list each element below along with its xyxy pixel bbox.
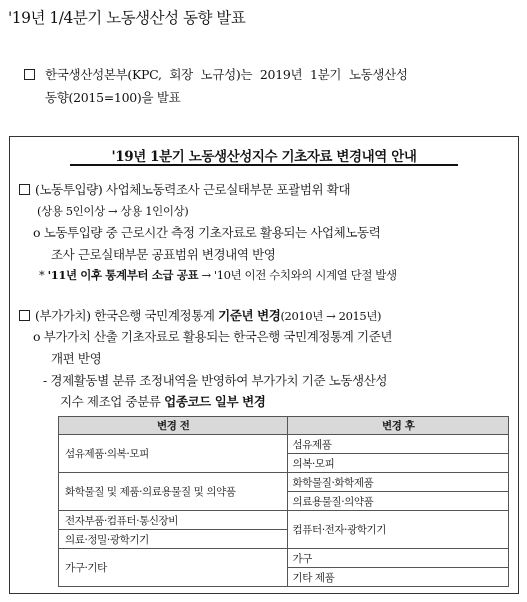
notice-box [9,136,519,594]
cell-before: 화학물질 및 제품·의료용물질 및 의약품 [59,473,288,511]
cell-before: 가구·기타 [59,549,288,587]
intro-paragraph [24,63,514,109]
section1-note [39,267,397,283]
dash-line2-prefix: 지수 제조업 중분류 [60,394,161,409]
note-bold: '11년 이후 통계부터 소급 공표 [47,268,199,282]
square-bullet-icon [24,69,35,80]
table-header-row [59,417,509,435]
section2-heading-text: (부가가치) 한국은행 국민계정통계 [35,308,215,323]
cell-after: 컴퓨터·전자·광학기기 [288,511,509,549]
cell-before: 전자부품·컴퓨터·통신장비 [59,511,288,530]
cell-before: 의료·정밀·광학기기 [59,530,288,549]
cell-after: 의료용물질·의약품 [288,492,509,511]
section2-bullet-line2: 개편 반영 [51,351,102,366]
section2-dash-line1: - 경제활동별 분류 조정내역을 반영하여 부가가치 기준 노동생산성 [43,373,388,388]
cell-after: 의복·모피 [288,454,509,473]
section2-dash-line2 [60,392,265,410]
section1-heading [19,180,350,198]
notice-title: '19년 1분기 노동생산성지수 기초자료 변경내역 안내 [111,149,417,165]
section1-sub: (상용 5인이상 → 상용 1인이상) [37,204,189,218]
section2-heading [19,306,381,324]
table-row [59,549,509,568]
cell-after: 가구 [288,549,509,568]
note-star: * [39,268,45,282]
industry-code-change-table [58,416,509,587]
section1-bullet-line1: o 노동투입량 중 근로시간 측정 기초자료로 활용되는 사업체노동력 [33,225,381,240]
section2-heading-tail: (2010년 → 2015년) [280,309,382,323]
section2-heading-bold: 기준년 변경 [218,308,281,323]
intro-line-1 [24,63,514,86]
header-before: 변경 전 [59,417,288,435]
table-row [59,511,509,530]
notice-title-underline [70,164,458,166]
square-bullet-icon [19,310,30,321]
table-row [59,473,509,492]
section2-bullet-line1: o 부가가치 산출 기초자료로 활용되는 한국은행 국민계정통계 기준년 [33,329,393,344]
cell-after: 기타 제품 [288,568,509,587]
header-after: 변경 후 [288,417,509,435]
note-rest: → '10년 이전 수치와의 시계열 단절 발생 [201,268,397,282]
dash-line2-bold: 업종코드 일부 변경 [164,394,266,409]
cell-after: 섬유제품 [288,435,509,454]
section1-bullet-line2: 조사 근로실태부문 공표범위 변경내역 반영 [51,247,276,262]
section1-heading-text: (노동투입량) 사업체노동력조사 근로실태부문 포괄범위 확대 [35,182,351,197]
intro-text-2: 동향(2015=100)을 발표 [45,90,181,105]
page-title: '19년 1/4분기 노동생산성 동향 발표 [8,9,246,27]
table-row [59,435,509,454]
cell-after: 화학물질·화학제품 [288,473,509,492]
intro-text-1: 한국생산성본부(KPC, 회장 노규성)는 2019년 1분기 노동생산성 [45,67,408,82]
cell-before: 섬유제품·의복·모피 [59,435,288,473]
square-bullet-icon [19,184,30,195]
